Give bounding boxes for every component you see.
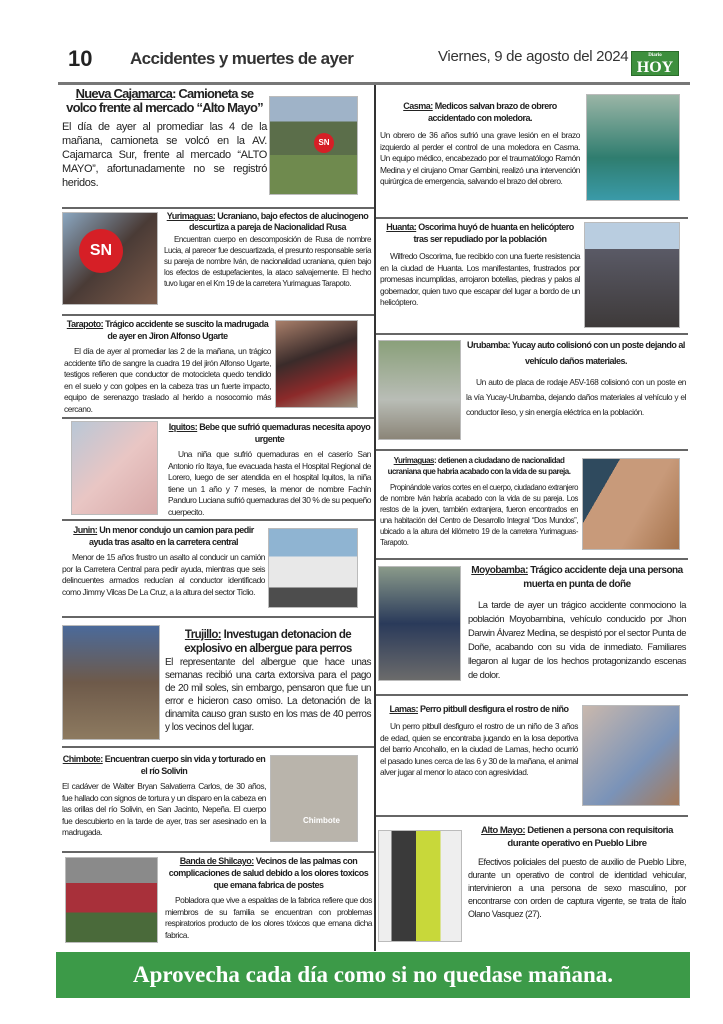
article-body: Pobladora que vive a espaldas de la fabrica refiere que dos miembros de su familia se encuentran con problemas respiratorios producto de los olores tóxicos que emana dicha fabrica. <box>165 895 372 940</box>
divider <box>376 333 688 335</box>
divider <box>62 207 374 209</box>
photo-riverbank <box>270 755 358 842</box>
column-divider <box>374 85 376 951</box>
article-title: Trágico accidente se suscito la madrugada de ayer en Jiron Alfonso Ugarte <box>103 319 269 341</box>
article-casma <box>380 100 580 188</box>
article-place: Alto Mayo: <box>481 825 526 836</box>
article-place: Huanta: <box>386 222 417 232</box>
photo-detained-man <box>582 458 680 550</box>
article-body: El cadáver de Walter Bryan Salvatierra Carlos, de 30 años, fue hallado con signos de tortura y un disparo en la cabeza en las orillas del río Solivin, en San Jacinto, Nepeña. El cuerpo fue descubierto en la tarde de ayer, tras ser asesinado en la madrugada. <box>62 781 266 837</box>
article-title: Detienen a persona con requisitoria durante operativo en Pueblo Libre <box>507 825 673 849</box>
article-body: El día de ayer al promediar las 4 de la mañana, camioneta se volcó en la AV. Cajamarca Sur, frente al mercado “ALTO MAYO”, afortunadamente no se registró heridos. <box>62 121 267 189</box>
section-title: Accidentes y muertes de ayer <box>130 49 354 68</box>
divider <box>62 851 374 853</box>
article-title: : detienen a ciudadano de nacionalidad ucraniana que habria acabado con la vida de su pareja. <box>387 456 571 476</box>
article-title: Trágico accidente deja una persona muerta en punta de doñe <box>523 565 683 590</box>
photo-accident-scene <box>378 566 461 681</box>
photo-burned-baby <box>71 421 158 515</box>
article-title: Investugan detonacion de explosivo en albergue para perros <box>184 629 352 655</box>
article-place: Iquitos: <box>168 422 198 432</box>
article-place: Trujillo: <box>184 629 222 641</box>
article-title: Un menor condujo un camion para pedir ayuda tras asalto en la carretera central <box>88 525 254 547</box>
article-alto-mayo <box>468 824 686 921</box>
article-iquitos <box>168 421 371 518</box>
article-yurimaguas-detienen <box>380 455 578 548</box>
photo-surgery <box>586 94 680 201</box>
photo-crowd <box>584 222 680 328</box>
photo-motorcycle-accident <box>275 320 358 408</box>
sn-badge: SN <box>79 229 123 273</box>
article-title: : Camioneta se volco frente al mercado “Alto Mayo” <box>66 86 263 115</box>
article-urubamba <box>466 337 686 420</box>
article-title: Perro pitbull desfigura el rostro de niño <box>417 704 569 714</box>
article-body: La tarde de ayer un trágico accidente conmociono la población Moyobambina, vehículo conducido por Jhon Darwin Álvarez Medina, se despistó por el sector Punta de Doñe, acabando con su vida de inmediato. Familiares llegaron al lugar de los hechos protagonizando escenas de dolor. <box>468 599 686 680</box>
article-body: El día de ayer al promediar las 2 de la mañana, un trágico accidente tiño de sangre la cuadra 19 del jirón Alfonso Ugarte, testigos refieren que conductor de motocicleta quedo tendido en el suelo y con golpes en la cabeza tras un fuerte impacto, equipo de serenazgo traslado al herido a nosocomio más cercano. <box>64 346 271 414</box>
article-banda-de-shilcayo <box>165 855 372 941</box>
article-title: Encuentran cuerpo sin vida y torturado en el río Solivin <box>102 754 266 776</box>
article-body: Encuentran cuerpo en descomposición de Rusa de nombre Lucia, al parecer fue descuartizada, el presunto responsable sería su pareja de nombre Iván, de nacionalidad ucraniana, quien bajo los efectos de estupefacientes, la ataco salvajemente. El hecho tuvo lugar en el Km 19 de la carretera Yurimaguas Tarapoto. <box>164 235 371 288</box>
photo-truck <box>268 528 358 608</box>
divider <box>376 694 688 696</box>
photo-car-pole <box>378 340 461 440</box>
newspaper-logo <box>631 51 679 76</box>
article-title: Oscorima huyó de huanta en helicóptero tras ser repudiado por la población <box>413 222 574 244</box>
divider <box>62 616 374 618</box>
photo-caption: Chimbote <box>303 816 340 825</box>
article-place: Nueva Cajamarca <box>75 86 173 101</box>
article-title: Vecinos de las palmas con complicaciones de salud debido a los olores toxicos que emana fabrica de postes <box>168 856 369 890</box>
article-body: Wilfredo Oscorima, fue recibido con una fuerte resistencia en la ciudad de Huanta. Los manifestantes, frustrados por promesas incumplidas, arrojaron botellas, piedras y palos al gobernador, quien tuvo que escapar del lugar a bordo de un helicóptero. <box>380 251 580 307</box>
photo-factory <box>65 857 158 943</box>
article-body: Un auto de placa de rodaje A5V-168 colisionó con un poste en la vía Yucay-Urubamba, dejando daños materiales al vehículo y el conductor ileso, y sin energía eléctrica en la población. <box>466 377 686 417</box>
article-body: El representante del albergue que hace unas semanas recibió una carta extorsiva para el pago de 20 mil soles, sin embargo, pensaron que fue un error e hicieron caso omiso. La detonación de la dinamita causo gran susto en los mas de 40 perros y los vecinos del lugar. <box>165 657 371 733</box>
article-title: Ucraniano, bajo efectos de alucinogeno descurtiza a pareja de Nacionalidad Rusa <box>188 211 369 232</box>
article-yurimaguas <box>164 211 371 289</box>
article-body: Propinándole varios cortes en el cuerpo, ciudadano extranjero de nombre Iván habría acabado con la vida de su pareja. Los restos de la joven, también extranjera, fueron encontrados en una habitación del Centro de Desarrollo Integral “Dos Mundos”, ubicado a la altura del kilómetro 19 de la carretera Yurimaguas-Tarapoto. <box>380 483 578 547</box>
divider <box>376 217 688 219</box>
article-place: Banda de Shilcayo: <box>179 856 254 866</box>
article-title: Medicos salvan brazo de obrero accidentado con moledora. <box>427 101 557 123</box>
divider <box>376 558 688 560</box>
article-body: Un obrero de 36 años sufrió una grave lesión en el brazo izquierdo al perder el control de una moledora en Casma. Un equipo médico, encabezado por el traumatólogo Ramón Medina y el cirujano Omar Gambini, realizó una intervención quirúrgica de emergencia, salvando el brazo del obrero. <box>380 130 580 186</box>
article-chimbote <box>62 753 266 839</box>
article-place: Casma: <box>403 101 433 111</box>
photo-arrest <box>378 830 462 942</box>
article-huanta <box>380 221 580 309</box>
sn-badge: SN <box>314 133 334 153</box>
article-junin <box>62 524 265 598</box>
article-body: Efectivos policiales del puesto de auxilio de Pueblo Libre, durante un operativo de control de identidad vehicular, intervinieron a una persona de sexo masculino, por encontrarse con orden de captura vigente, se trata de Ítalo Olano Vasquez (27). <box>468 857 686 919</box>
article-body: Menor de 15 años frustro un asalto al conducir un camión por la Carretera Central para pedir ayuda, mientras que seis delincuentes armados reducían al conductor identificado como Jimmy Vilcas De La Cruz, a la altura del sector Ticlio. <box>62 552 265 597</box>
article-place: Yurimaguas <box>393 456 434 465</box>
article-title: Bebe que sufrió quemaduras necesita apoyo urgente <box>197 422 371 444</box>
article-place: Lamas: <box>389 704 418 714</box>
article-place: Chimbote: <box>62 754 103 764</box>
photo-overturned-truck <box>269 96 358 195</box>
logo-big-text: HOY <box>636 59 674 76</box>
article-title: Yucay auto colisionó con un poste dejando al vehículo daños materiales. <box>510 340 685 366</box>
article-moyobamba <box>468 564 686 682</box>
issue-date: Viernes, 9 de agosto del 2024 <box>438 48 629 65</box>
slogan-banner: Aprovecha cada día como si no quedase mañana. <box>56 952 690 998</box>
article-tarapoto <box>64 318 271 415</box>
article-place: Moyobamba: <box>471 565 528 576</box>
photo-child <box>582 705 680 806</box>
article-place: Urubamba: <box>467 340 511 350</box>
logo-small-text: Diario <box>648 53 662 58</box>
divider <box>376 449 688 451</box>
divider <box>62 417 374 419</box>
article-lamas <box>380 703 578 779</box>
divider <box>376 815 688 817</box>
divider <box>62 314 374 316</box>
article-trujillo <box>165 628 371 734</box>
article-place: Yurimaguas: <box>166 211 216 221</box>
divider <box>62 746 374 748</box>
divider <box>62 519 374 521</box>
article-body: Un perro pitbull desfiguro el rostro de un niño de 3 años de edad, quien se encontraba jugando en la losa deportiva del barrio Ancohallo, en la ciudad de Lamas, hecho ocurrió el pasado lunes cerca de las 6 y 30 de la mañana, el animal alver jugar al menor lo ataco con agresividad. <box>380 721 578 777</box>
article-nueva-cajamarca <box>62 87 267 190</box>
page-number: 10 <box>68 46 93 71</box>
photo-dog-shelter <box>62 625 160 740</box>
article-place: Junin: <box>73 525 98 535</box>
article-place: Tarapoto: <box>66 319 104 329</box>
photo-crime-scene <box>62 212 158 305</box>
article-body: Una niña que sufrió quemaduras en el caserío San Antonio río Itaya, fue evacuada hasta el Hospital Regional de Lorero, luego de ser atendida en el hospital Iquitos, la niña tiene un 1 año y 7 meses, la menor de nombre Fachín Panduro Luciana sufrió quemaduras del 30 % de su pequeño cuerpecito. <box>168 449 371 517</box>
